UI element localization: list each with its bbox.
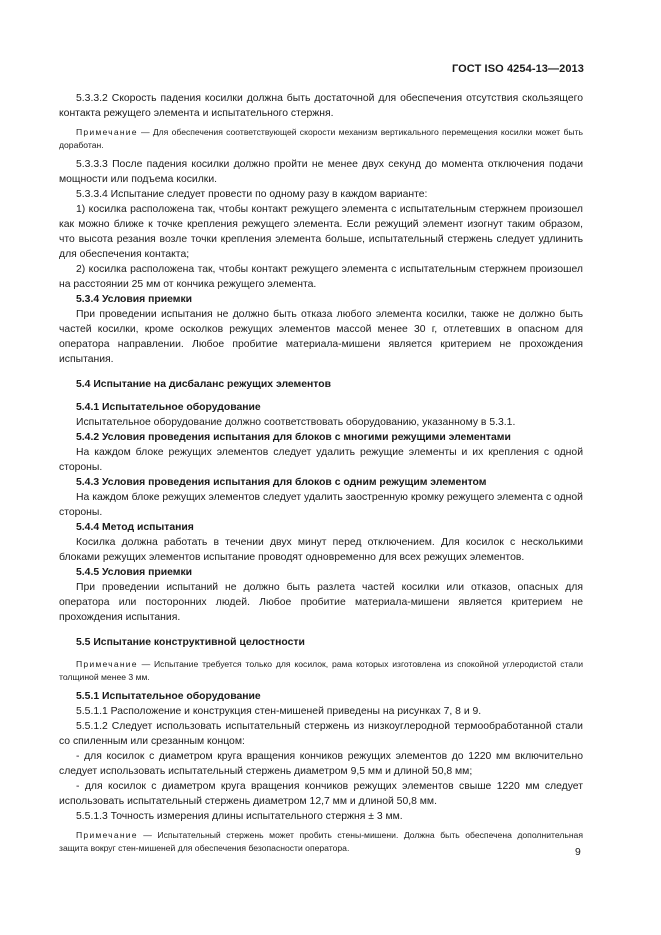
- page-header-title: ГОСТ ISO 4254-13—2013: [451, 63, 584, 75]
- heading-5-4-5: 5.4.5 Условия приемки: [76, 567, 193, 578]
- paragraph-5-4-1: Испытательное оборудование должно соответствовать оборудованию, указанному в 5.3.1.: [76, 417, 516, 428]
- paragraph-5-4-3: На каждом блоке режущих элементов следует удалить заостренную кромку режущего элемента с одной стороны.: [59, 492, 583, 518]
- note-2: [59, 658, 583, 683]
- note-label: Примечание: [76, 127, 138, 137]
- paragraph-5-4-4: Косилка должна работать в течении двух минут перед отключением. Для косилок с несколькими блоками режущих элементов испытание проводят одновременно для всех режущих элементов.: [59, 537, 583, 563]
- list-item: 2) косилка расположена так, чтобы контакт режущего элемента с испытательным стержнем произошел на расстоянии 25 мм от кончика режущего элемента.: [59, 264, 583, 290]
- document-body: [59, 91, 583, 860]
- note-1: [59, 126, 583, 151]
- heading-5-5-1: 5.5.1 Испытательное оборудование: [76, 691, 261, 702]
- heading-5-5: 5.5 Испытание конструктивной целостности: [76, 637, 305, 648]
- page-number: 9: [575, 847, 581, 858]
- paragraph-5-3-3-3: 5.3.3.3 После падения косилки должно пройти не менее двух секунд до момента отключения подачи мощности или подъема косилки.: [59, 159, 583, 185]
- paragraph-5-4-2: На каждом блоке режущих элементов следует удалить режущие элементы и их крепления с одной стороны.: [59, 447, 583, 473]
- list-item: - для косилок с диаметром круга вращения кончиков режущих элементов свыше 1220 мм следует использовать испытательный стержень диаметром 12,7 мм и длиной 50,8 мм.: [59, 781, 583, 807]
- paragraph-5-3-3-2: 5.3.3.2 Скорость падения косилки должна быть достаточной для обеспечения отсутствия скользящего контакта режущего элемента и испытательного стержня.: [59, 93, 583, 119]
- heading-5-4: 5.4 Испытание на дисбаланс режущих элементов: [76, 379, 331, 390]
- paragraph-5-4-5: При проведении испытаний не должно быть разлета частей косилки или отказов, опасных для оператора или посторонних людей. Любое пробитие материала-мишени является критерием не прохождения испытания.: [59, 582, 583, 623]
- list-item: - для косилок с диаметром круга вращения кончиков режущих элементов до 1220 мм включительно следует использовать испытательный стержень диаметром 9,5 мм и длиной 50,8 мм;: [59, 751, 583, 777]
- heading-5-4-2: 5.4.2 Условия проведения испытания для блоков с многими режущими элементами: [76, 432, 511, 443]
- paragraph-5-3-3-4: 5.3.3.4 Испытание следует провести по одному разу в каждом варианте:: [76, 189, 428, 200]
- note-text: — Для обеспечения соответствующей скорости механизм вертикального перемещения косилки может быть доработан.: [59, 127, 583, 150]
- note-3: [59, 829, 583, 854]
- note-label: Примечание: [76, 659, 138, 669]
- heading-5-4-1: 5.4.1 Испытательное оборудование: [76, 402, 261, 413]
- heading-5-4-3: 5.4.3 Условия проведения испытания для блоков с одним режущим элементом: [76, 477, 487, 488]
- heading-5-3-4: 5.3.4 Условия приемки: [76, 294, 193, 305]
- paragraph-5-5-1-2: 5.5.1.2 Следует использовать испытательный стержень из низкоуглеродной термообработанной стали со спиленным или срезанным концом:: [59, 721, 583, 747]
- note-text: — Испытание требуется только для косилок, рама которых изготовлена из спокойной углеродистой стали толщиной менее 3 мм.: [59, 659, 583, 682]
- list-item: 1) косилка расположена так, чтобы контакт режущего элемента с испытательным стержнем произошел как можно ближе к точке крепления режущего элемента. Если режущий элемент изогнут таким образом, что высота резания возле точки крепления элемента больше, испытательный стержень следует удлинить для обеспечения контакта;: [59, 204, 583, 260]
- paragraph-5-3-4: При проведении испытания не должно быть отказа любого элемента косилки, также не должно быть частей косилки, кроме осколков режущих элементов массой менее 30 г, отлетевших в опасном для оператора направлении. Любое пробитие материала-мишени является критерием не прохождения испытания.: [59, 309, 583, 365]
- note-label: Примечание: [76, 830, 138, 840]
- paragraph-5-5-1-3: 5.5.1.3 Точность измерения длины испытательного стержня ± 3 мм.: [76, 811, 403, 822]
- heading-5-4-4: 5.4.4 Метод испытания: [76, 522, 194, 533]
- note-text: — Испытательный стержень может пробить стены-мишени. Должна быть обеспечена дополнительная защита вокруг стен-мишеней для обеспечения безопасности оператора.: [59, 830, 583, 853]
- paragraph-5-5-1-1: 5.5.1.1 Расположение и конструкция стен-мишеней приведены на рисунках 7, 8 и 9.: [76, 706, 482, 717]
